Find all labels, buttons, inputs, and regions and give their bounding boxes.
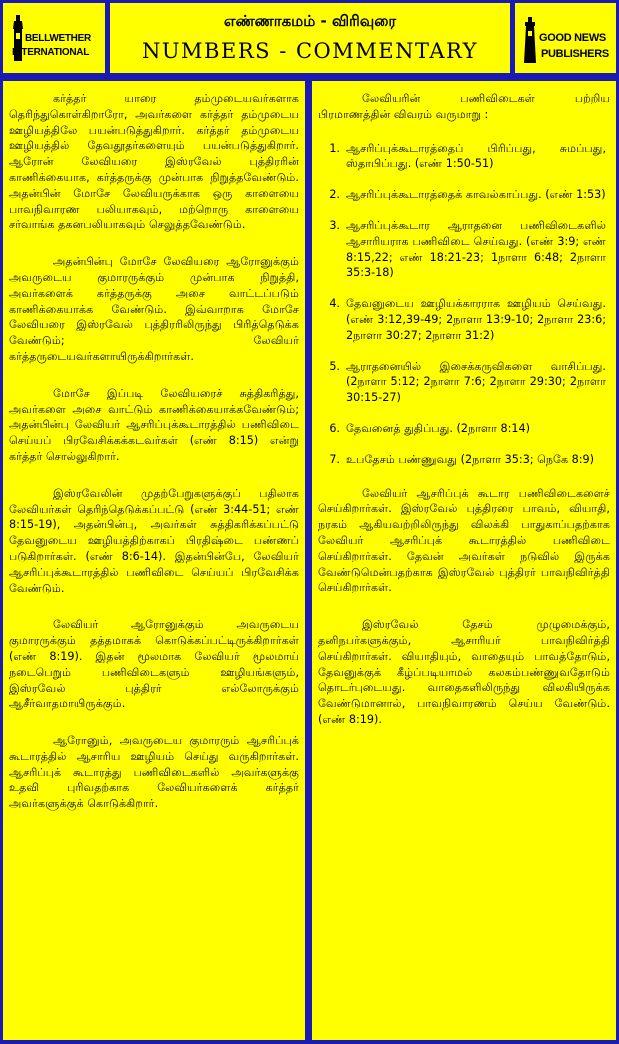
list-item — [318, 218, 610, 281]
duties-intro: லேவியரின் பணிவிடைகள் பற்றிய பிரமாணத்தின் விவரம் வருமாறு : — [318, 92, 610, 121]
item-text: ஆராதனையில் இசைக்கருவிகளை வாசிப்பது. (2நாளா 5:12; 2நாளா 7:6; 2நாளா 29:30; 2நாளா 30:15-27) — [346, 359, 606, 405]
title-tamil: எண்ணாகமம் - விரிவுரை — [223, 12, 397, 30]
list-item — [318, 421, 610, 437]
item-text: ஆசரிப்புக்கூடார ஆராதனை பணிவிடைகளில் ஆசாரியராக பணிவிடை செய்வது. (எண் 3:9; எண் 8:15,22; எண் 18:21-23; 1நாளா 6:48; 2நாளா 35:3-18) — [346, 218, 606, 280]
logo-text-line2: INTERNATIONAL — [12, 47, 90, 58]
item-text: ஆசரிப்புக்கூடாரத்தைப் பிரிப்பது, சுமப்பது, ஸ்தாபிப்பது. (எண் 1:50-51) — [346, 141, 606, 171]
item-number: 2. — [329, 188, 340, 202]
list-item — [318, 359, 610, 406]
good-news-logo — [515, 3, 616, 73]
header — [110, 3, 510, 73]
logo-text-line1: BELLWETHER — [25, 33, 91, 44]
paragraph: ஆரோனும், அவருடைய குமாரரும் ஆசரிப்புக் கூடாரத்தில் ஆசாரிய ஊழியம் செய்து வருகிறார்கள். ஆசரிப்புக் கூடாரத்து பணிவிடைகளில் அவர்களுக்கு உதவி புரிவதற்காக லேவியர்களைக் கர்த்தர் அவர்களுக்குக் கொடுக்கிறார். — [9, 734, 299, 811]
item-number: 5. — [329, 359, 340, 373]
paragraph: இஸ்ரவேல் தேசம் முழுமைக்கும், தனிநபர்களுக்கும், ஆசாரியர் பாவநிவிர்த்தி செய்கிறார்கள். வியாதியும், வாதையும் பாவத்தோடும், தேவனுக்குக் கீழ்ப்படியாமல் கலகம்பண்ணுவதோடும் தொடர்புடையது. வாதைகளிலிருந்து விலகியிருக்க வேண்டுமானால், பாவநிவாரணம் செய்ய வேண்டும். (எண் 8:19). — [318, 618, 610, 726]
list-item — [318, 187, 610, 203]
paragraph: மோசே இப்படி லேவியரைச் சுத்திகரித்து, அவர்களை அசை வாட்டும் காணிக்கையாக்கவேண்டும்; அதன்பின்பு லேவியர் ஆசரிப்புக்கூடாரத்தில் பணிவிடை செய்யப் பிரவேசிக்கக்கடவர்கள் (எண் 8:15) என்று கர்த்தர் சொல்லுகிறார். — [9, 386, 299, 463]
item-number: 4. — [329, 297, 340, 311]
paragraph: இஸ்ரவேலின் முதற்பேறுகளுக்குப் பதிலாக லேவியர்கள் தெரிந்தெடுக்கப்பட்டு (எண் 3:44-51; எண் 8:15-19), அதன்பின்பு, அவர்கள் சுத்திகரிக்கப்பட்டு தேவனுடைய ஊழியத்திற்காகப் பிரதிஷ்டை பண்ணப் படுகிறார்கள். (எண் 8:6-14). இதன்பின்பே, லேவியர் ஆசரிப்புக்கூடாரத்தில் பணிவிடை செய்யப் பிரவேசிக்க வேண்டும். — [9, 486, 299, 595]
lighthouse-icon — [523, 17, 537, 63]
item-number: 1. — [329, 141, 340, 155]
item-number: 6. — [329, 421, 340, 435]
item-text: உபதேசம் பண்ணுவது (2நாளா 35:3; நெகே 8:9) — [346, 452, 595, 466]
right-column — [312, 81, 616, 1040]
duties-list — [318, 141, 610, 468]
item-text: தேவனைத் துதிப்பது. (2நாளா 8:14) — [346, 421, 531, 435]
paragraph: கர்த்தர் யாரை தம்முடையவர்களாக தெரிந்துகொள்கிறாரோ, அவர்களை கர்த்தர் தம்முடைய ஊழியத்திலே பயன்படுத்துகிறார். கர்த்தர் தம்முடைய ஊழியத்தில் தேவதூதர்களையும் பயன்படுத்துகிறார். ஆரோன் லேவியரை இஸ்ரவேல் புத்திரரின் காணிக்கையாக, கர்த்தருக்கு முன்பாக நிறுத்தவேண்டும். அதன்பின் மோசே லேவியருக்காக ஒரு காளையை பாவநிவாரண பலியாகவும், மற்றொரு காளையை சர்வாங்க தகனபலியாகவும் செலுத்தவேண்டும். — [9, 92, 299, 232]
item-number: 7. — [329, 452, 340, 466]
list-item — [318, 452, 610, 468]
bellwether-logo — [3, 3, 105, 73]
logo-text-line1: GOOD NEWS — [539, 32, 606, 44]
paragraph: அதன்பின்பு மோசே லேவியரை ஆரோனுக்கும் அவருடைய குமாரருக்கும் முன்பாக நிறுத்தி, அவர்களைக் கர்த்தருக்கு அசை வாட்டப்படும் காணிக்கையாக்க வேண்டும். இவ்வாறாக மோசே லேவியரை இஸ்ரவேல் புத்திரரிலிருந்து பிரித்தெடுக்க வேண்டும்; லேவியர் கர்த்தருடையவர்களாயிருக்கிறார்கள். — [9, 255, 299, 363]
title-english: NUMBERS - COMMENTARY — [141, 39, 479, 63]
item-number: 3. — [329, 218, 340, 232]
paragraph: லேவியர் ஆசரிப்புக் கூடார பணிவிடைகளைச் செய்கிறார்கள். இஸ்ரவேல் புத்திரரை பாவம், வியாதி, நரகம் ஆகியவற்றிலிருந்து விலக்கி பாதுகாப்பதற்காக லேவியர் ஆசரிப்புக் கூடாரத்தில் பணிவிடை செய்கிறார்கள். தேவன் அவர்கள் நடுவில் இருக்க வேண்டுமென்பதற்காக இஸ்ரவேல் புத்திரர் பாவநிவிர்த்தி செய்கிறார்கள். — [318, 486, 610, 595]
list-item — [318, 296, 610, 343]
paragraph: லேவியர் ஆரோனுக்கும் அவருடைய குமாரருக்கும் தத்தமாகக் கொடுக்கப்பட்டிருக்கிறார்கள் (எண் 8:19). இதன் மூலமாக லேவியர் மூலமாய் நடைபெறும் பணிவிடைகளும் ஊழியங்களும், இஸ்ரவேல் புத்திரர் எல்லோருக்கும் ஆசீர்வாதமாயிருக்கும். — [9, 618, 299, 711]
logo-text-line2: PUBLISHERS — [541, 48, 609, 60]
item-text: தேவனுடைய ஊழியக்காரராக ஊழியம் செய்வது. (எண் 3:12,39-49; 2நாளா 13:9-10; 2நாளா 23:6; 2நாளா 30:27; 2நாளா 31:2) — [346, 297, 606, 342]
item-text: ஆசரிப்புக்கூடாரத்தைக் காவல்காப்பது. (எண் 1:53) — [346, 188, 606, 202]
list-item — [318, 141, 610, 173]
left-column — [3, 81, 305, 1040]
